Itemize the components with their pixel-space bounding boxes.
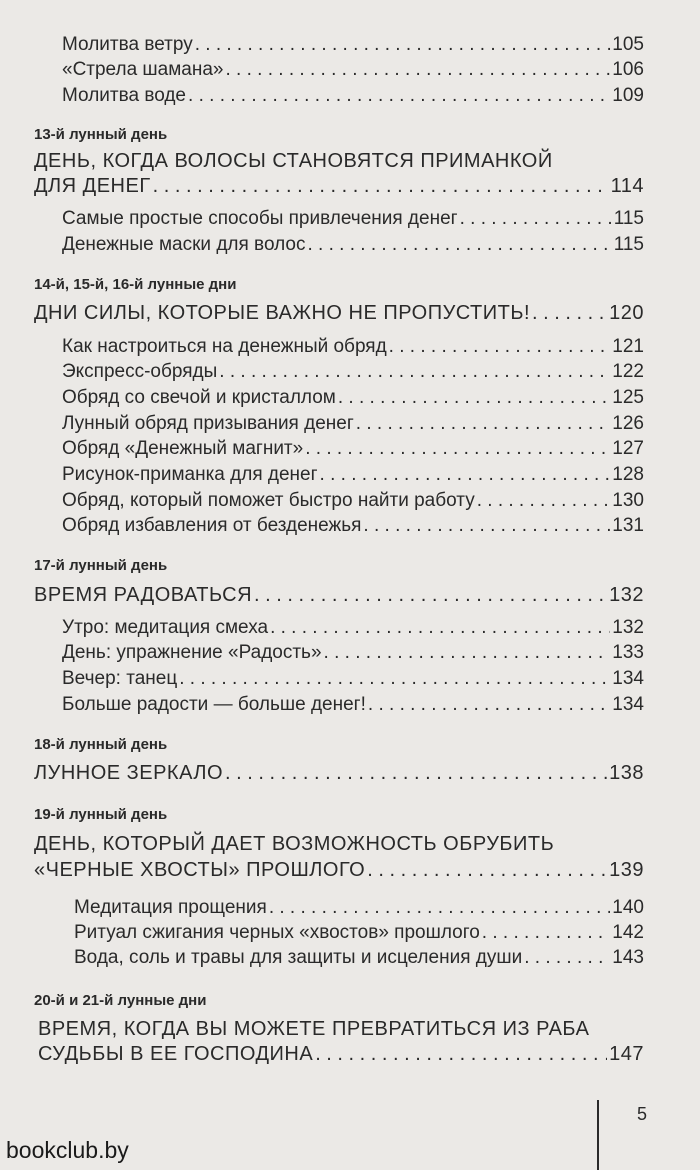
toc-entry — [74, 947, 644, 969]
entry-title: Утро: медитация смеха — [62, 617, 269, 638]
section-heading: 20-й и 21-й лунные дни — [34, 992, 207, 1009]
entry-title: Лунный обряд призывания денег — [62, 413, 354, 434]
chapter-entry — [34, 762, 644, 784]
entry-title: День: упражнение «Радость» — [62, 642, 322, 663]
entry-page: 142 — [612, 922, 644, 943]
entry-page: 114 — [610, 175, 644, 197]
chapter-entry — [34, 584, 644, 606]
entry-title: Молитва воде — [62, 85, 187, 106]
page-number: 5 — [637, 1104, 648, 1124]
entry-page: 105 — [612, 34, 644, 55]
chapter-title-line: ВРЕМЯ, КОГДА ВЫ МОЖЕТЕ ПРЕВРАТИТЬСЯ ИЗ РАБА — [38, 1018, 590, 1040]
chapter-entry — [34, 859, 644, 881]
toc-entry — [62, 464, 644, 486]
entry-page: 122 — [612, 361, 644, 382]
toc-entry — [62, 413, 644, 435]
chapter-title-line: ДЕНЬ, КОГДА ВОЛОСЫ СТАНОВЯТСЯ ПРИМАНКОЙ — [34, 150, 553, 172]
toc-entry — [62, 617, 644, 639]
entry-page: 115 — [613, 234, 644, 255]
entry-page: 121 — [612, 336, 644, 357]
entry-title: Медитация прощения — [74, 897, 267, 918]
entry-title: Вода, соль и травы для защиты и исцеления души — [74, 947, 523, 968]
chapter-entry — [34, 302, 644, 324]
entry-page: 147 — [609, 1043, 644, 1065]
entry-title: Денежные маски для волос — [62, 234, 306, 255]
entry-page: 133 — [612, 642, 644, 663]
chapter-title-line: ДЕНЬ, КОТОРЫЙ ДАЕТ ВОЗМОЖНОСТЬ ОБРУБИТЬ — [34, 833, 555, 855]
toc-entry — [62, 490, 644, 512]
entry-title: Молитва ветру — [62, 34, 193, 55]
entry-title: «ЧЕРНЫЕ ХВОСТЫ» ПРОШЛОГО — [34, 859, 366, 881]
entry-page: 109 — [612, 85, 644, 106]
entry-page: 139 — [609, 859, 644, 881]
toc-entry — [62, 234, 644, 256]
toc-entry — [62, 668, 644, 690]
entry-title: ДНИ СИЛЫ, КОТОРЫЕ ВАЖНО НЕ ПРОПУСТИТЬ! — [34, 302, 531, 324]
section-heading: 13-й лунный день — [34, 126, 168, 143]
entry-page: 134 — [612, 694, 644, 715]
entry-page: 138 — [609, 762, 644, 784]
entry-title: «Стрела шамана» — [62, 59, 224, 80]
entry-title: Обряд избавления от безденежья — [62, 515, 362, 536]
entry-title: ДЛЯ ДЕНЕГ — [34, 175, 151, 197]
entry-page: 130 — [612, 490, 644, 511]
section-heading: 19-й лунный день — [34, 806, 168, 823]
entry-page: 126 — [612, 413, 644, 434]
entry-page: 106 — [612, 59, 644, 80]
toc-entry — [62, 208, 644, 230]
toc-entry — [62, 515, 644, 537]
entry-title: СУДЬБЫ В ЕЕ ГОСПОДИНА — [38, 1043, 314, 1065]
entry-page: 132 — [609, 584, 644, 606]
entry-title: ЛУННОЕ ЗЕРКАЛО — [34, 762, 224, 784]
chapter-entry — [34, 175, 644, 197]
entry-page: 115 — [613, 208, 644, 229]
entry-page: 127 — [612, 438, 644, 459]
toc-entry — [62, 34, 644, 56]
toc-entry — [62, 361, 644, 383]
entry-title: Экспресс-обряды — [62, 361, 218, 382]
entry-page: 131 — [612, 515, 644, 536]
toc-entry — [74, 922, 644, 944]
page-divider — [597, 1100, 599, 1170]
entry-title: Рисунок-приманка для денег — [62, 464, 318, 485]
toc-entry — [62, 694, 644, 716]
toc-entry — [62, 642, 644, 664]
entry-title: Как настроиться на денежный обряд — [62, 336, 387, 357]
entry-page: 140 — [612, 897, 644, 918]
entry-page: 134 — [612, 668, 644, 689]
entry-title: Обряд «Денежный магнит» — [62, 438, 304, 459]
entry-page: 125 — [612, 387, 644, 408]
entry-title: Самые простые способы привлечения денег — [62, 208, 458, 229]
toc-entry — [62, 85, 644, 107]
section-heading: 18-й лунный день — [34, 736, 168, 753]
entry-title: ВРЕМЯ РАДОВАТЬСЯ — [34, 584, 253, 606]
entry-title: Ритуал сжигания черных «хвостов» прошлого — [74, 922, 480, 943]
entry-title: Обряд со свечой и кристаллом — [62, 387, 336, 408]
section-heading: 17-й лунный день — [34, 557, 168, 574]
section-heading: 14-й, 15-й, 16-й лунные дни — [34, 276, 237, 293]
entry-page: 128 — [612, 464, 644, 485]
toc-entry — [74, 897, 644, 919]
entry-page: 132 — [612, 617, 644, 638]
entry-title: Обряд, который поможет быстро найти работу — [62, 490, 475, 511]
entry-title: Больше радости — больше денег! — [62, 694, 366, 715]
chapter-entry — [38, 1043, 644, 1065]
entry-page: 120 — [609, 302, 644, 324]
watermark: bookclub.by — [6, 1137, 129, 1163]
toc-entry — [62, 336, 644, 358]
entry-page: 143 — [612, 947, 644, 968]
toc-entry — [62, 59, 644, 81]
toc-entry — [62, 387, 644, 409]
entry-title: Вечер: танец — [62, 668, 178, 689]
toc-entry — [62, 438, 644, 460]
